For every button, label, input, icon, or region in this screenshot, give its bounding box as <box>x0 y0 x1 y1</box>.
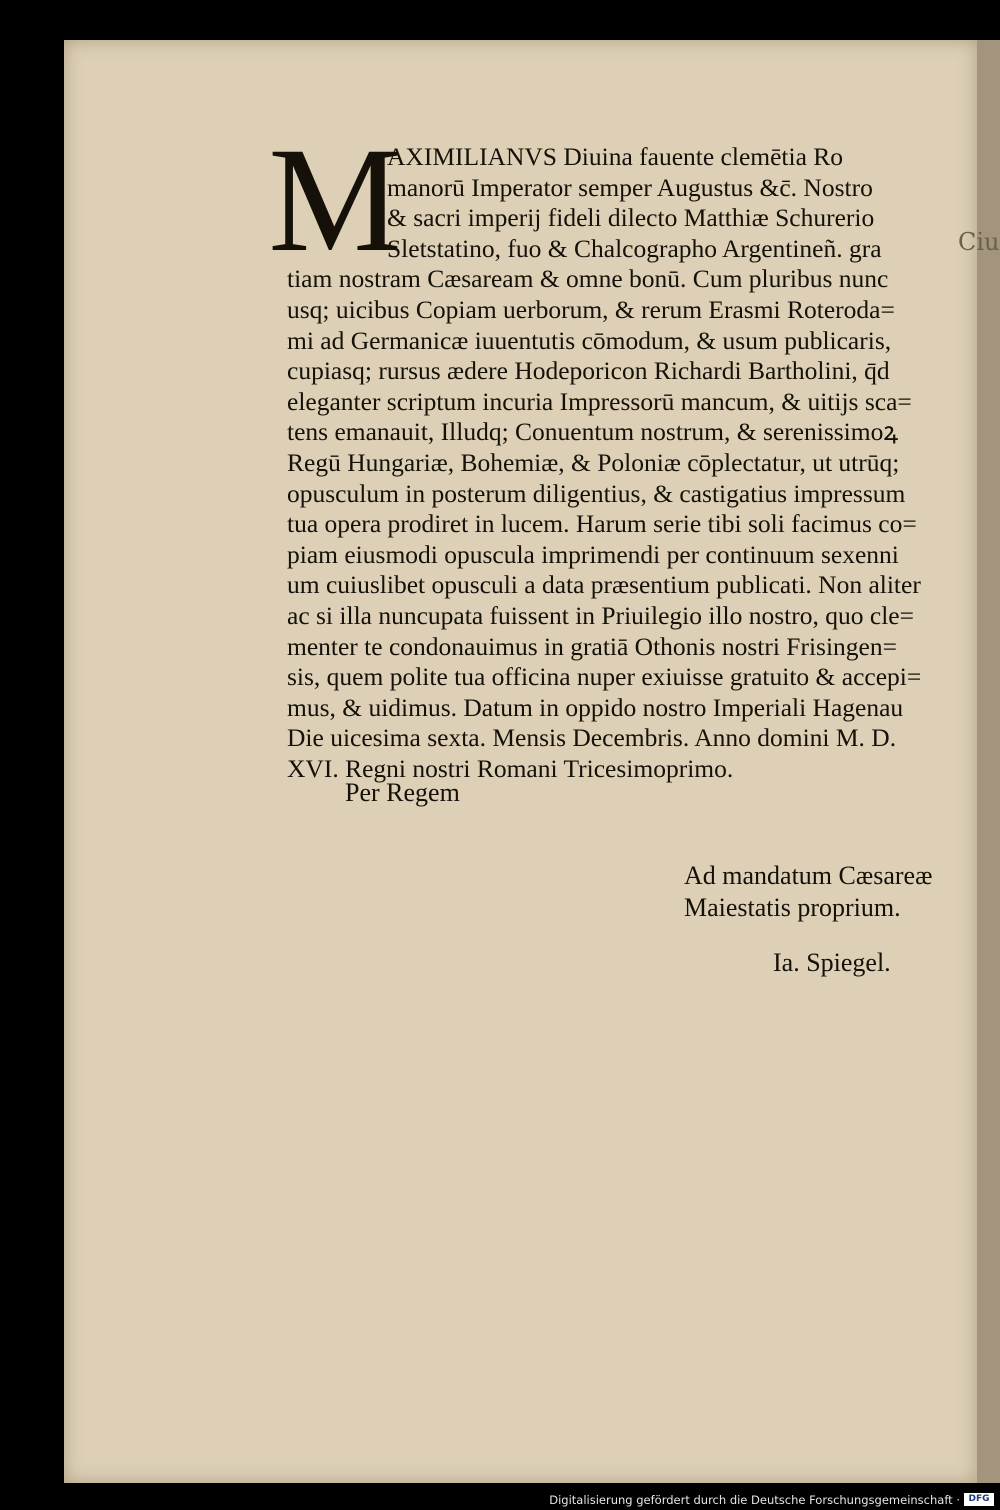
text-line: menter te condonauimus in gratiā Othonis nostri Frisingen= <box>287 631 897 661</box>
text-line: ac si illa nuncupata fuissent in Priuilegio illo nostro, quo cle= <box>287 600 914 630</box>
text-line: sis, quem polite tua officina nuper exiuisse gratuito & accepi= <box>287 662 922 692</box>
text-line: manorū Imperator semper Augustus &c̄. Nostro <box>387 172 873 202</box>
per-regem-line: Per Regem <box>345 778 460 807</box>
privilege-text <box>287 142 955 784</box>
text-line: piam eiusmodi opuscula imprimendi per continuum sexenni <box>287 539 899 569</box>
margin-note: Ciu <box>958 228 1000 256</box>
text-line: eleganter scriptum incuria Impressorū mancum, & uitijs sca= <box>287 386 912 416</box>
text-line: tua opera prodiret in lucem. Harum serie tibi soli facimus co= <box>287 509 917 539</box>
text-line: cupiasq; rursus ædere Hodeporicon Richardi Bartholini, q̄d <box>287 356 890 386</box>
signature: Ia. Spiegel. <box>773 948 891 977</box>
text-line: opusculum in posterum diligentius, & castigatius impressum <box>287 478 906 508</box>
text-line: um cuiuslibet opusculi a data præsentium publicati. Non aliter <box>287 570 921 600</box>
funding-credit: Digitalisierung gefördert durch die Deutsche Forschungsgemeinschaft · <box>549 1493 960 1507</box>
dfg-logo-icon: DFG <box>964 1493 994 1506</box>
facing-page-edge <box>977 40 1000 1483</box>
text-line: AXIMILIANVS Diuina fauente clemētia Ro <box>387 142 844 171</box>
text-line: tiam nostram Cæsaream & omne bonū. Cum pluribus nunc <box>287 264 889 294</box>
text-line: Regū Hungariæ, Bohemiæ, & Poloniæ cōplectatur, ut utrūq; <box>287 447 900 477</box>
digitization-footer <box>0 1490 1000 1510</box>
text-line: XVI. Regni nostri Romani Tricesimoprimo. <box>287 753 734 783</box>
mandate-line: Maiestatis proprium. <box>684 893 901 922</box>
text-line: usq; uicibus Copiam uerborum, & rerum Erasmi Roteroda= <box>287 294 895 324</box>
mandate-line: Ad mandatum Cæsareæ <box>684 861 933 890</box>
mandate-block <box>684 860 932 924</box>
text-line: mus, & uidimus. Datum in oppido nostro Imperiali Hagenau <box>287 692 904 722</box>
text-line: Die uicesima sexta. Mensis Decembris. Anno domini M. D. <box>287 723 897 753</box>
text-line: tens emanauit, Illudq; Conuentum nostrum, & serenissimoꝝ <box>287 417 899 447</box>
text-line: mi ad Germanicæ iuuentutis cōmodum, & usum publicaris, <box>287 325 892 355</box>
drop-cap-letter: M <box>268 117 402 283</box>
text-line: & sacri imperij fideli dilecto Matthiæ Schurerio <box>387 203 875 233</box>
text-line: Sletstatino, fuo & Chalcographo Argentineñ. gra <box>387 233 882 263</box>
